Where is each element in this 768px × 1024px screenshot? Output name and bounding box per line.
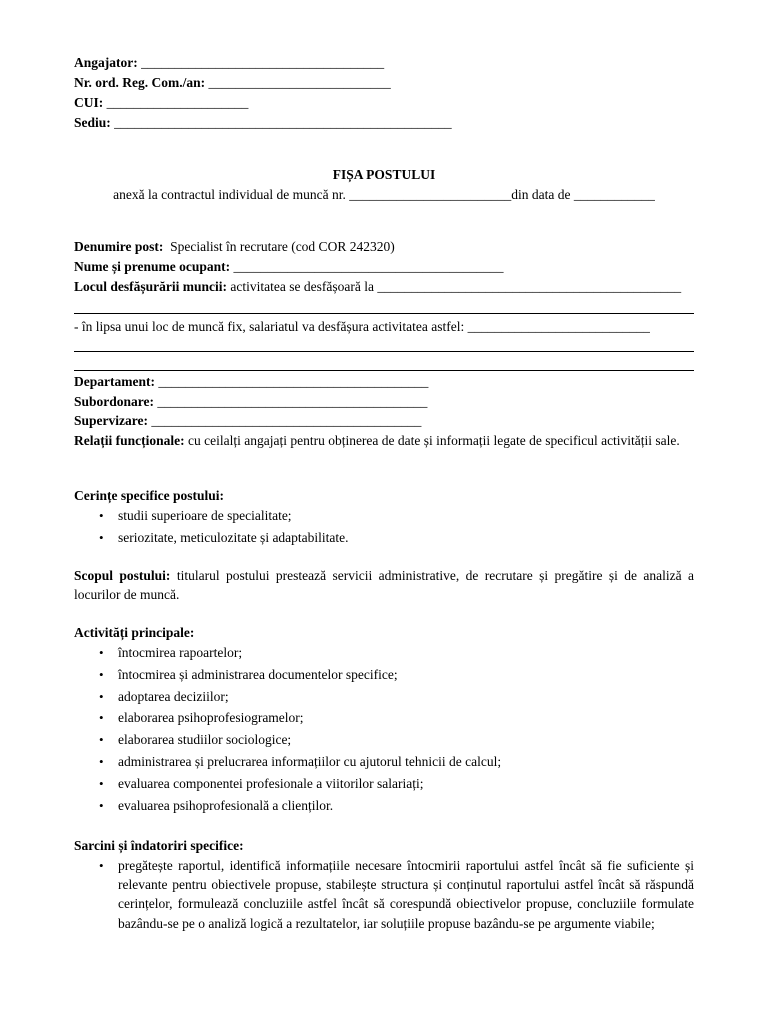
list-item: • adoptarea deciziilor; [0, 686, 501, 708]
seat-line [74, 114, 452, 132]
registry-blank: ___________________________ [208, 75, 391, 90]
cui-blank: _____________________ [106, 95, 249, 110]
department-label: Departament: [74, 374, 155, 389]
seat-blank: __________________________________________________ [114, 115, 452, 130]
relations-label: Relații funcționale: [74, 433, 185, 448]
cui-label: CUI: [74, 95, 104, 110]
contract-number-blank: ________________________ [349, 187, 512, 202]
blank-rule [74, 370, 694, 371]
list-item: • întocmirea rapoartelor; [0, 642, 501, 664]
occupant-label: Nume și prenume ocupant: [74, 259, 231, 274]
document-title: FIȘA POSTULUI [332, 167, 436, 182]
tasks-heading [74, 837, 244, 855]
registry-label: Nr. ord. Reg. Com./an: [74, 75, 206, 90]
list-item: • evaluarea componentei profesionale a viitorilor salariați; [0, 773, 501, 795]
relations-paragraph [74, 431, 694, 450]
list-item: • elaborarea studiilor sociologice; [0, 729, 501, 751]
relations-value: cu ceilalți angajați pentru obținerea de date și informații legate de specificul activității sale. [188, 433, 680, 448]
subordinates-line [74, 393, 427, 411]
supervision-label: Supervizare: [74, 413, 148, 428]
employer-line [74, 54, 384, 72]
blank-rule [74, 351, 694, 352]
no-fixed-place-line [74, 318, 650, 336]
subtitle-text: anexă la contractul individual de muncă nr. [113, 187, 346, 202]
document-subtitle [0, 186, 768, 204]
post-name-label: Denumire post: [74, 239, 164, 254]
purpose-value: titularul postului prestează servicii administrative, de recrutare și pregătire și de analiză a locurilor de muncă. [74, 568, 694, 602]
work-place-blank: _____________________________________________ [377, 279, 682, 294]
list-item: • evaluarea psihoprofesională a clienților. [0, 795, 501, 817]
list-item: • studii superioare de specialitate; [0, 505, 349, 527]
tasks-list [0, 856, 694, 933]
list-item: • întocmirea și administrarea documentelor specifice; [0, 664, 501, 686]
work-place-value: activitatea se desfășoară la [230, 279, 374, 294]
no-fixed-place-text: - în lipsa unui loc de muncă fix, salariatul va desfășura activitatea astfel: [74, 319, 465, 334]
subtitle-date-text: din data de [511, 187, 571, 202]
supervision-line [74, 412, 421, 430]
work-place-line [74, 278, 681, 296]
department-line [74, 373, 428, 391]
contract-date-blank: ____________ [573, 187, 655, 202]
employer-blank: ____________________________________ [141, 55, 385, 70]
occupant-line [74, 258, 504, 276]
requirements-heading-text: Cerințe specifice postului: [74, 488, 224, 503]
blank-rule [74, 313, 694, 314]
registry-line [74, 74, 391, 92]
no-fixed-place-blank: ___________________________ [467, 319, 650, 334]
employer-label: Angajator: [74, 55, 138, 70]
list-item: • pregătește raportul, identifică informațiile necesare întocmirii raportului astfel încât să fie suficiente și relevante pentru obiectivele propuse, stabilește structura și conținutul raportului astfel încât să răspundă cerințelor, formulează concluziile astfel încât să corespundă obiectivelor propuse, concluziile formulate bazându-se pe o analiză logică a rezultatelor, iar soluțiile propuse bazându-se pe argumente viabile; [0, 856, 694, 933]
activities-heading [74, 624, 194, 642]
subordinates-blank: ________________________________________ [157, 394, 428, 409]
department-blank: ________________________________________ [158, 374, 429, 389]
purpose-label: Scopul postului: [74, 568, 171, 583]
work-place-label: Locul desfășurării muncii: [74, 279, 228, 294]
seat-label: Sediu: [74, 115, 111, 130]
list-item: • administrarea și prelucrarea informațiilor cu ajutorul tehnicii de calcul; [0, 751, 501, 773]
tasks-heading-text: Sarcini și îndatoriri specifice: [74, 838, 244, 853]
subordinates-label: Subordonare: [74, 394, 155, 409]
post-name-value: Specialist în recrutare (cod COR 242320) [170, 239, 395, 254]
requirements-list [0, 505, 349, 549]
activities-list [0, 642, 501, 816]
supervision-blank: ________________________________________ [151, 413, 422, 428]
list-item: • seriozitate, meticulozitate și adaptabilitate. [0, 527, 349, 549]
list-item: • elaborarea psihoprofesiogramelor; [0, 707, 501, 729]
cui-line [74, 94, 248, 112]
requirements-heading [74, 487, 224, 505]
post-name-line [74, 238, 395, 256]
purpose-paragraph [74, 566, 694, 604]
occupant-blank: ________________________________________ [233, 259, 504, 274]
activities-heading-text: Activități principale: [74, 625, 195, 640]
